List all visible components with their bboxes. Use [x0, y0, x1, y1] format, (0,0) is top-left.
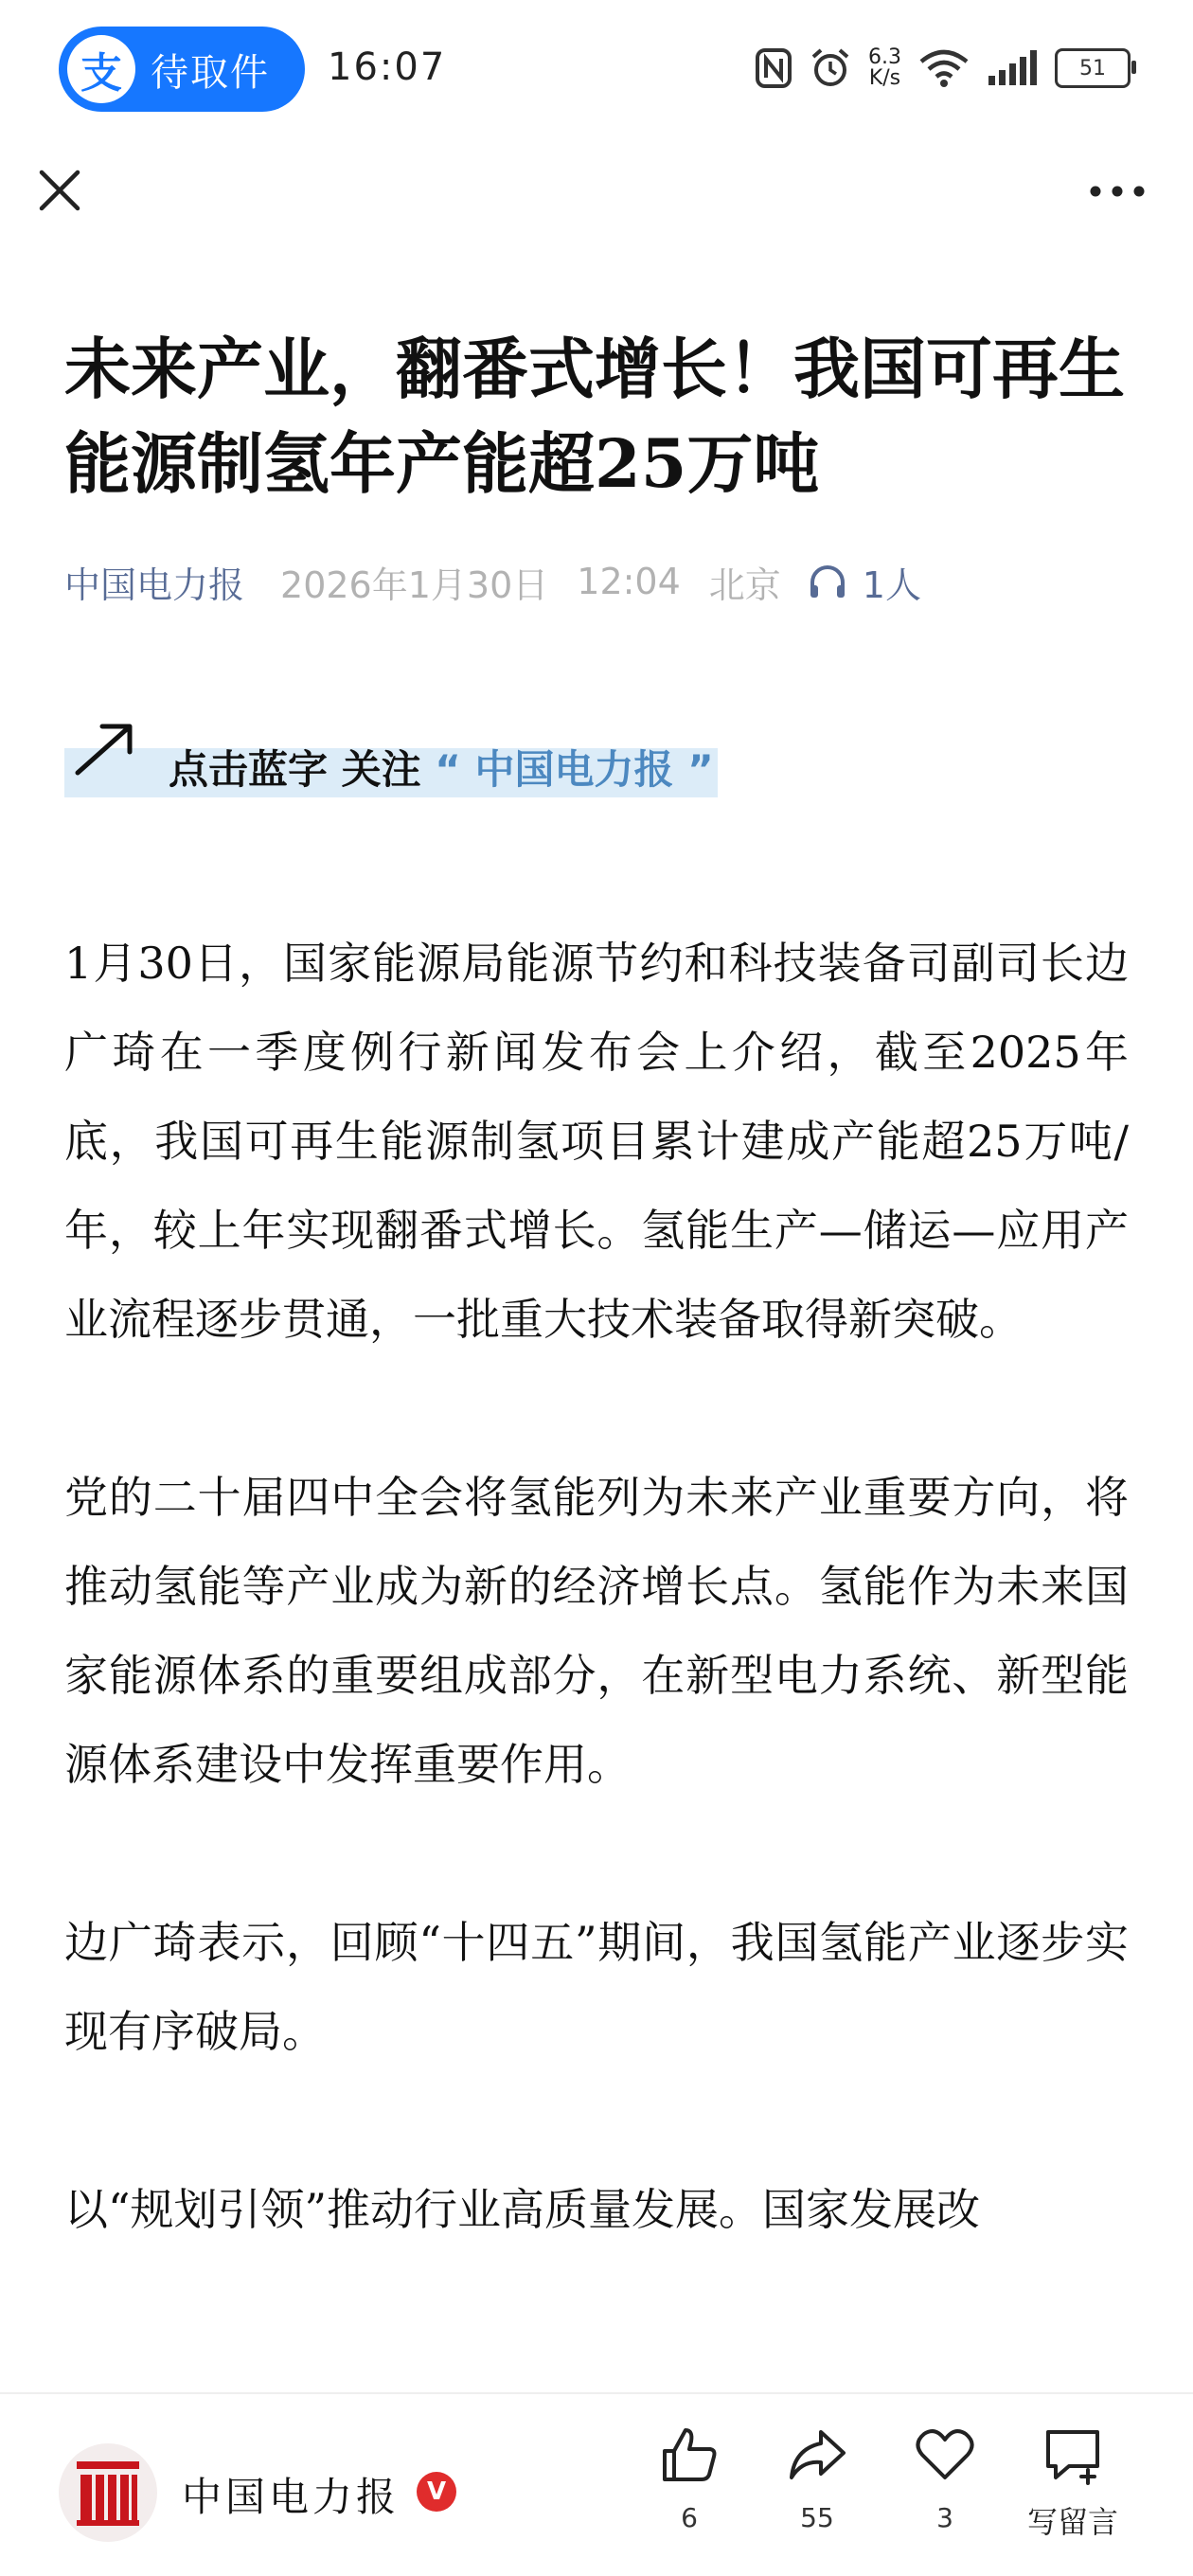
- favorite-button[interactable]: [883, 2424, 1006, 2567]
- account-avatar[interactable]: [59, 2443, 157, 2542]
- follow-text: [169, 739, 714, 796]
- network-speed-value: 6.3: [868, 45, 901, 69]
- china-power-logo-icon: [71, 2458, 145, 2528]
- write-comment-button[interactable]: [1011, 2424, 1134, 2567]
- signal-icon: [987, 49, 1038, 87]
- paragraph: 以“规划引领”推动行业高质量发展。国家发展改: [64, 2184, 981, 2235]
- account-name[interactable]: 中国电力报: [182, 2474, 401, 2520]
- nfc-icon: [755, 47, 792, 89]
- paragraph: 党的二十届四中全会将氢能列为未来产业重要方向，将推动氢能等产业成为新的经济增长点。氢能作为未来国家能源体系的重要组成部分，在新型电力系统、新型能源体系建设中发挥重要作用。: [64, 1472, 1129, 1790]
- pending-pickup-label: 待取件: [151, 50, 270, 95]
- favorite-count: 3: [936, 2502, 953, 2533]
- network-speed-unit: K/s: [868, 66, 901, 90]
- share-count: 55: [800, 2502, 834, 2533]
- battery-level: 51: [1079, 56, 1106, 80]
- follow-banner[interactable]: [64, 720, 746, 805]
- share-button[interactable]: [756, 2424, 879, 2567]
- network-speed: [868, 47, 901, 89]
- publish-date: 2026年1月30日: [280, 564, 549, 606]
- heart-icon: [915, 2424, 975, 2485]
- wifi-icon: [918, 48, 970, 88]
- listen-button[interactable]: [808, 556, 921, 608]
- alarm-icon: [810, 47, 851, 89]
- publish-time: 12:04: [577, 561, 681, 602]
- battery-icon: [1055, 48, 1131, 88]
- more-options-button[interactable]: [1079, 163, 1155, 220]
- share-icon: [787, 2424, 847, 2485]
- thumbs-up-icon: [659, 2424, 720, 2485]
- close-icon: [38, 169, 81, 212]
- listener-count: 1人: [862, 564, 921, 606]
- source-link[interactable]: 中国电力报: [64, 564, 245, 606]
- like-button[interactable]: [628, 2424, 751, 2567]
- follow-account-name[interactable]: “ 中国电力报 ”: [435, 746, 714, 793]
- headphones-icon: [808, 563, 847, 600]
- more-icon: [1089, 185, 1146, 198]
- verified-badge-icon: V: [417, 2472, 456, 2512]
- paragraph: 边广琦表示，回顾“十四五”期间，我国氢能产业逐步实现有序破局。: [64, 1917, 1129, 2057]
- status-icons: [755, 38, 1131, 98]
- comment-add-icon: [1042, 2424, 1103, 2485]
- like-count: 6: [681, 2502, 698, 2533]
- status-time: 16:07: [328, 45, 447, 89]
- bottom-action-bar: [0, 2392, 1193, 2576]
- status-bar: [0, 0, 1193, 142]
- paragraph: 1月30日，国家能源局能源节约和科技装备司副司长边广琦在一季度例行新闻发布会上介绍，截至2025年底，我国可再生能源制氢项目累计建成产能超25万吨/年，较上年实现翻番式增长。氢能生产—储运—应用产业流程逐步贯通，一批重大技术装备取得新突破。: [64, 938, 1129, 1345]
- article-body: [64, 919, 1129, 2391]
- follow-prefix: 点击蓝字 关注: [169, 746, 421, 793]
- close-button[interactable]: [28, 159, 91, 222]
- alipay-logo-icon: 支: [67, 35, 135, 103]
- pending-pickup-pill[interactable]: [59, 27, 305, 112]
- article-title: 未来产业，翻番式增长！我国可再生能源制氢年产能超25万吨: [64, 330, 1125, 503]
- article-meta: [64, 553, 1134, 610]
- publish-location: 北京: [708, 564, 781, 606]
- arrow-up-right-icon: [72, 720, 138, 778]
- write-comment-label: 写留言: [1026, 2504, 1118, 2540]
